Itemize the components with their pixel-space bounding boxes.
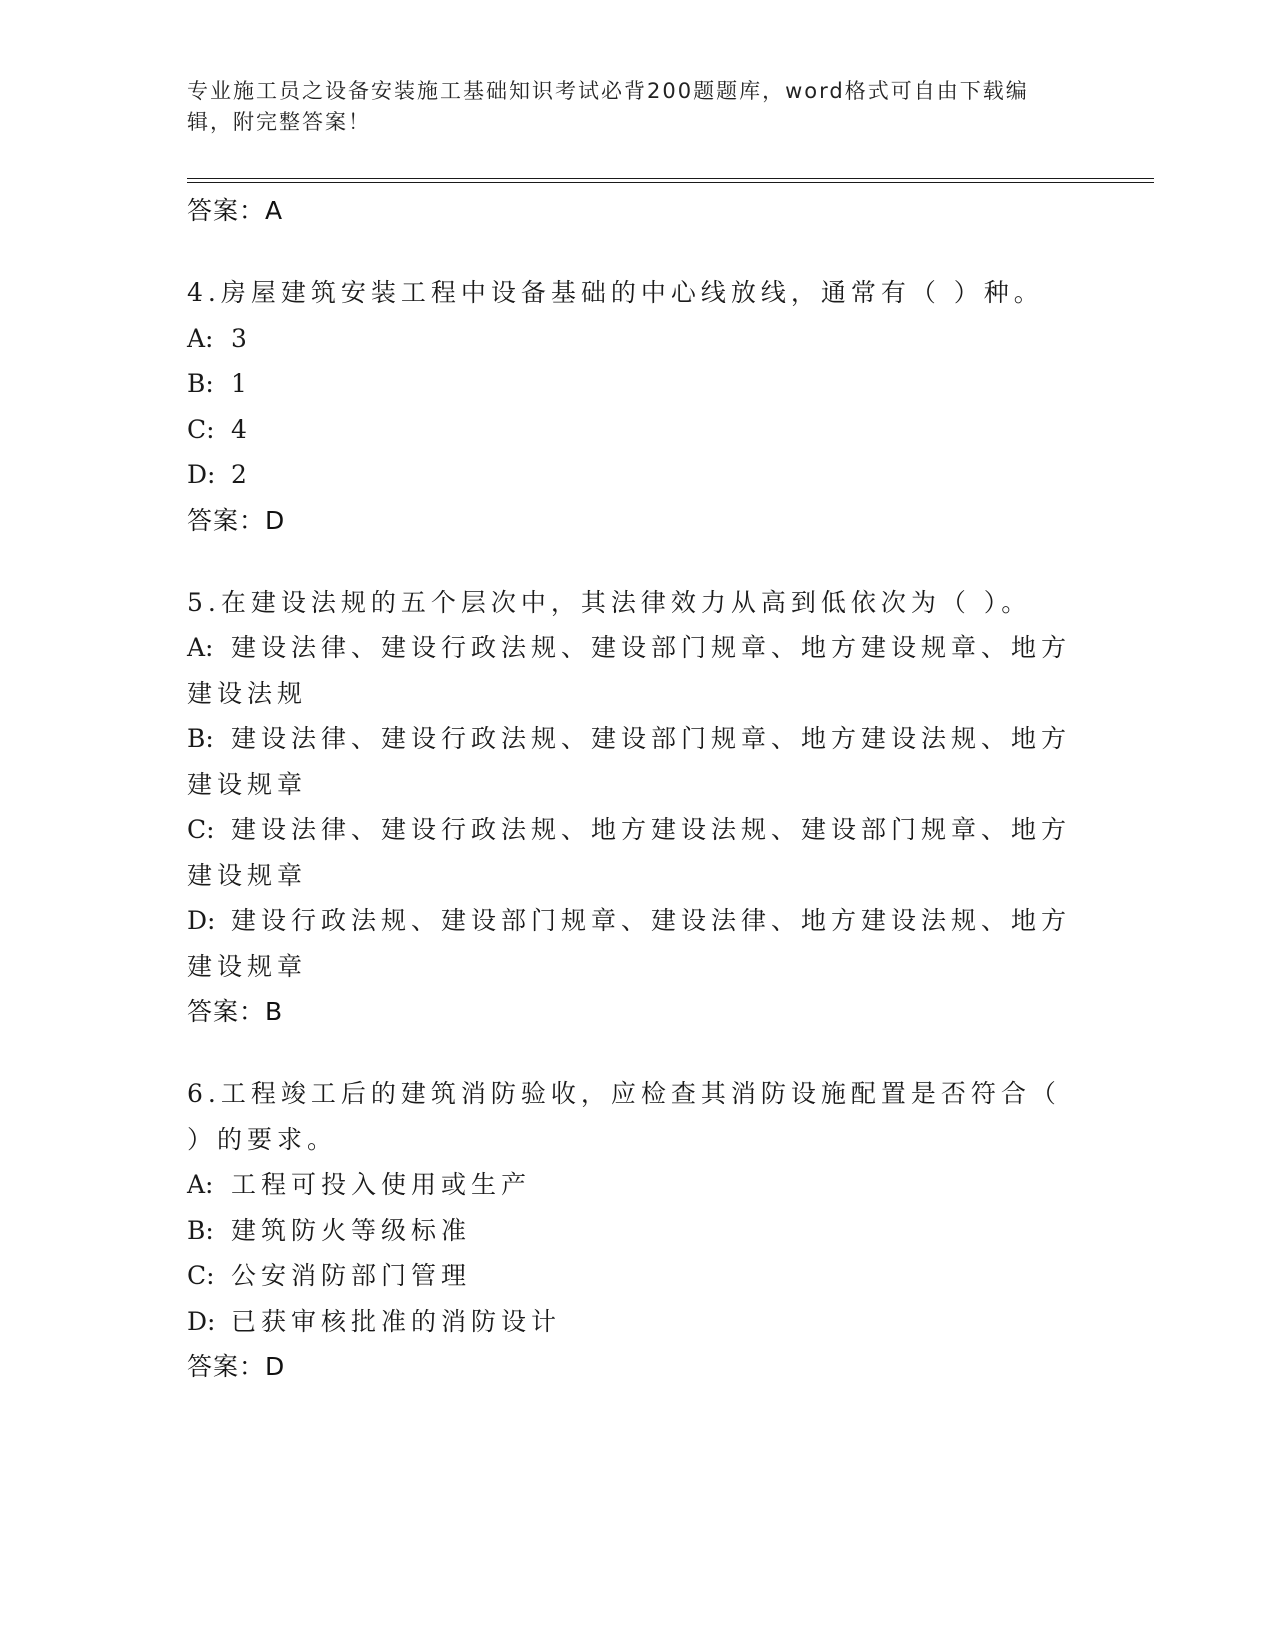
header-divider-bottom	[187, 182, 1154, 183]
answer-line: 答案：A	[187, 196, 284, 225]
option-a	[187, 316, 1087, 362]
question-list	[187, 188, 1087, 1390]
question-stem: 6.工程竣工后的建筑消防验收，应检查其消防设施配置是否符合（ ）的要求。	[187, 1079, 1061, 1154]
option-text: 2	[231, 460, 252, 489]
option-d	[187, 452, 1087, 498]
option-letter: C:	[187, 414, 215, 444]
question-block	[187, 580, 1087, 1036]
option-letter: A:	[187, 1170, 214, 1199]
question-stem: 5.在建设法规的五个层次中，其法律效力从高到低依次为（ ）。	[187, 587, 1032, 617]
option-d	[187, 1299, 1087, 1345]
option-d	[187, 898, 1087, 989]
question-block	[187, 1071, 1087, 1390]
option-text: 1	[231, 369, 252, 398]
option-letter: D:	[187, 906, 216, 935]
option-c	[187, 407, 1087, 453]
option-text: 工程可投入使用或生产	[231, 1170, 532, 1199]
option-letter: B:	[187, 724, 214, 753]
question-block	[187, 270, 1087, 544]
option-letter: C:	[187, 1261, 215, 1290]
option-text: 建设法律、建设行政法规、建设部门规章、地方建设法规、地方建设规章	[187, 724, 1072, 799]
option-letter: B:	[187, 369, 214, 398]
document-header-title: 专业施工员之设备安装施工基础知识考试必背200题题库，word格式可自由下载编辑，附完整答案！	[187, 79, 1029, 134]
option-letter: B:	[187, 1215, 214, 1245]
option-b	[187, 361, 1087, 407]
option-text: 建筑防火等级标准	[231, 1215, 472, 1245]
option-c	[187, 807, 1087, 898]
header-divider-top	[187, 178, 1154, 179]
option-b	[187, 716, 1087, 807]
option-a	[187, 625, 1087, 716]
option-text: 已获审核批准的消防设计	[231, 1306, 562, 1336]
option-letter: A:	[187, 633, 214, 662]
option-letter: D:	[187, 460, 216, 489]
answer-line: 答案：D	[187, 505, 286, 535]
option-a	[187, 1162, 1087, 1208]
option-text: 3	[231, 323, 252, 353]
option-text: 公安消防部门管理	[231, 1261, 472, 1290]
option-letter: A:	[187, 323, 214, 353]
answer-line: 答案：D	[187, 1352, 286, 1381]
option-c	[187, 1253, 1087, 1299]
question-stem: 4.房屋建筑安装工程中设备基础的中心线放线，通常有（ ）种。	[187, 278, 1044, 307]
option-text: 建设行政法规、建设部门规章、建设法律、地方建设法规、地方建设规章	[187, 906, 1072, 981]
answer-line: 答案：B	[187, 997, 284, 1026]
option-text: 4	[231, 414, 252, 444]
option-letter: D:	[187, 1306, 216, 1336]
option-text: 建设法律、建设行政法规、地方建设法规、建设部门规章、地方建设规章	[187, 815, 1072, 890]
option-text: 建设法律、建设行政法规、建设部门规章、地方建设规章、地方建设法规	[187, 633, 1072, 708]
option-b	[187, 1208, 1087, 1254]
option-letter: C:	[187, 815, 215, 844]
